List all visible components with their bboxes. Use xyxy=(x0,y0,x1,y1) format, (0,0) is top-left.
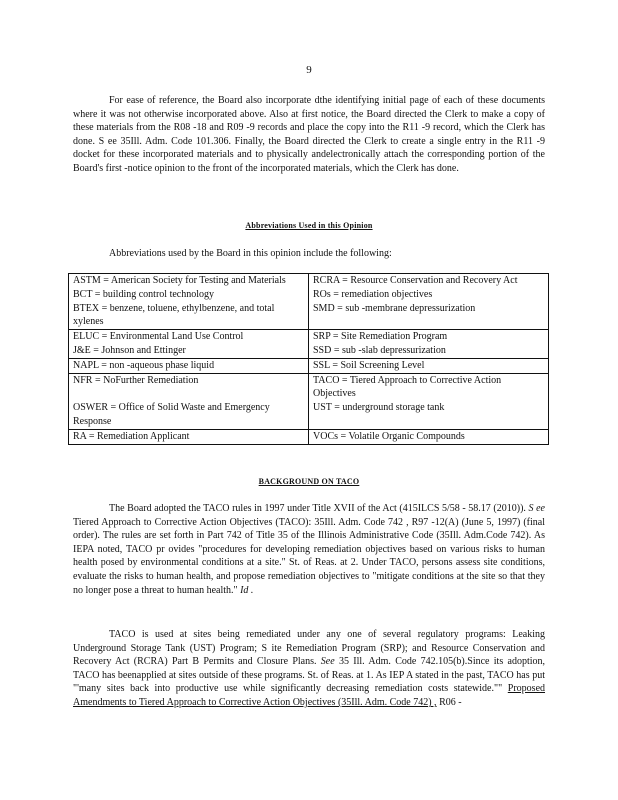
abbreviations-heading: Abbreviations Used in this Opinion xyxy=(245,221,373,230)
id-citation: Id . xyxy=(240,584,254,596)
abbreviation-entry: OSWER = Office of Solid Waste and Emergency Response xyxy=(73,402,270,427)
abbreviation-entry: RA = Remediation Applicant xyxy=(73,430,190,442)
background-paragraph-2 xyxy=(73,628,545,710)
table-row xyxy=(69,358,549,373)
table-row xyxy=(69,373,549,429)
proposed-amendments-citation: Proposed Amendments to Tiered Approach to Corrective Action Objectives (35Ill. Adm. Code 742) , xyxy=(73,683,546,708)
intro-paragraph-text: For ease of reference, the Board also incorporate dthe identifying initial page of each of these documents where it was not otherwise incorporated above. Also at first notice, the Board directed the Clerk to make a copy of these materials from the R08 -18 and R09 -9 records and place the copy into the R11 -9 record, which the Clerk has done. S ee 35Ill. Adm. Code 101.306. Finally, the Board directed the Clerk to create a single entry in the R11 -9 docket for these incorporated materials and to physically andelectronically attach the corresponding portion of the Board's first -notice opinion to the front of the incorporated materials, which the Clerk has done. xyxy=(73,95,545,174)
table-cell-right xyxy=(309,330,549,359)
abbreviation-entry: TACO = Tiered Approach to Corrective Action Objectives xyxy=(313,374,502,400)
bg1-text-a: The Board adopted the TACO rules in 1997 under Title XVII of the Act (415ILCS 5/58 - 58.17 (2010)). xyxy=(109,503,526,514)
abbreviation-entry: BCT = building control technology xyxy=(73,288,215,300)
intro-paragraph xyxy=(73,94,545,176)
abbreviation-entry: NAPL = non -aqueous phase liquid xyxy=(73,359,215,371)
blank-line xyxy=(73,387,304,401)
table-row xyxy=(69,429,549,444)
see-signal: S ee xyxy=(528,503,545,514)
bg1-text-b: Tiered Approach to Corrective Action Objectives (TACO): 35Ill. Adm. Code 742 , R97 -12(A) (June 5, 1997) (final order). The rules are set forth in Part 742 of Title 35 of the Illinois Administrative Code (35Ill. Adm.Code 742). As IEPA noted, TACO pr ovides "procedures for developing remediation objectives based on various risks to human health posed by environmental conditions at a site." St. of Reas. at 2. Under TACO, persons assess site conditions, evaluate the risks to human health, and propose remediation objectives to "mitigate conditions at the site so that they no longer pose a threat to human health." xyxy=(73,516,545,596)
bg2-text-a: TACO is used at sites being remediated under any one of several regulatory programs: Leaking Underground Storage Tank (UST) Program; S ite Remediation Program (SRP); and Resource Conservation and Recovery Act (RCRA) Part B Permits and Closure Plans. xyxy=(73,629,545,668)
table-cell-right xyxy=(309,373,549,429)
abbreviation-entry: NFR = NoFurther Remediation xyxy=(73,374,199,386)
table-cell-left xyxy=(69,274,309,330)
abbreviation-entry: BTEX = benzene, toluene, ethylbenzene, and total xylenes xyxy=(73,302,275,328)
bg2-text-c: R06 - xyxy=(439,696,462,708)
table-cell-right xyxy=(309,429,549,444)
abbreviation-entry: SSD = sub -slab depressurization xyxy=(313,344,446,356)
abbreviation-entry: VOCs = Volatile Organic Compounds xyxy=(313,430,465,442)
abbreviation-entry: ELUC = Environmental Land Use Control xyxy=(73,331,244,343)
background-paragraph-1 xyxy=(73,502,545,597)
abbreviations-intro-text: Abbreviations used by the Board in this opinion include the following: xyxy=(109,248,392,259)
abbreviation-entry: ROs = remediation objectives xyxy=(313,288,433,300)
table-cell-right xyxy=(309,358,549,373)
table-row xyxy=(69,330,549,359)
page-number: 9 xyxy=(306,64,312,76)
background-heading: BACKGROUND ON TACO xyxy=(258,477,360,486)
table-row xyxy=(69,274,549,330)
abbreviation-entry: SMD = sub -membrane depressurization xyxy=(313,302,476,314)
table-cell-left xyxy=(69,429,309,444)
abbreviation-entry: RCRA = Resource Conservation and Recovery Act xyxy=(313,275,518,286)
see-signal: See xyxy=(320,656,335,668)
table-cell-right xyxy=(309,274,549,330)
abbreviations-intro xyxy=(73,247,545,261)
abbreviation-entry: SSL = Soil Screening Level xyxy=(313,359,425,371)
abbreviation-entry: J&E = Johnson and Ettinger xyxy=(73,344,186,356)
bg2-text-b: 35 Ill. Adm. Code 742.105(b).Since its adoption, TACO has beenapplied at sites outside of these programs. St. of Reas. at 1. As IEP A stated in the past, TACO has put "'many sites back into productive use while significantly decreasing remediation costs statewide."" xyxy=(73,656,546,695)
table-cell-left xyxy=(69,373,309,429)
abbreviation-entry: ASTM = American Society for Testing and Materials xyxy=(73,275,286,286)
abbreviation-entry: UST = underground storage tank xyxy=(313,402,445,414)
table-cell-left xyxy=(69,358,309,373)
abbreviation-entry: SRP = Site Remediation Program xyxy=(313,331,448,343)
table-cell-left xyxy=(69,330,309,359)
abbreviations-table xyxy=(68,273,549,445)
